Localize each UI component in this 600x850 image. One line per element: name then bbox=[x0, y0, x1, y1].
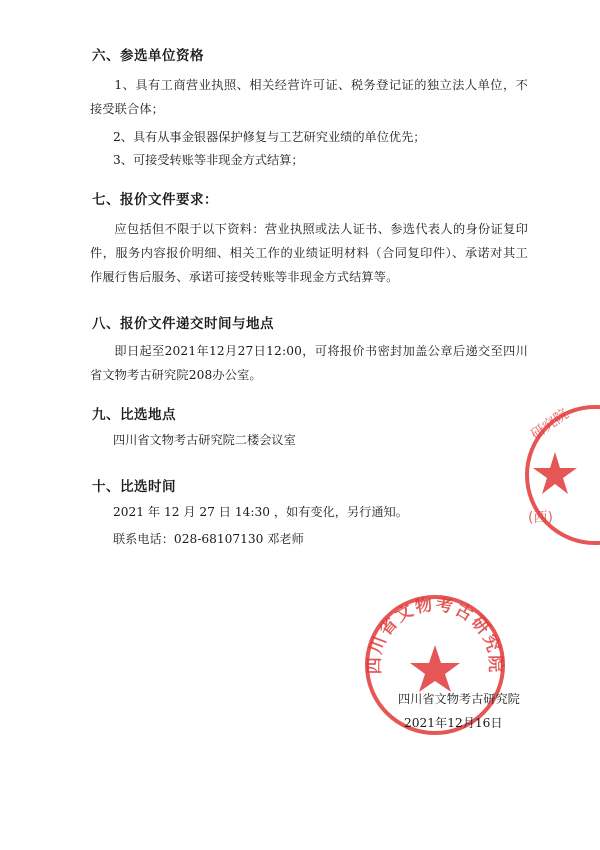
signature-date: 2021年12月16日 bbox=[404, 716, 503, 730]
partial-seal-stamp bbox=[500, 400, 600, 550]
section-8-heading: 八、报价文件递交时间与地点 bbox=[92, 316, 274, 332]
section-6-item-2: 2、具有从事金银器保护修复与工艺研究业绩的单位优先； bbox=[113, 130, 426, 144]
section-9-heading: 九、比选地点 bbox=[92, 407, 176, 423]
section-6-heading: 六、参选单位资格 bbox=[92, 48, 204, 64]
section-6-item-1: 1、具有工商营业执照、相关经营许可证、税务登记证的独立法人单位，不接受联合体； bbox=[90, 78, 528, 116]
seal-text: 四川省文物考古研究院 bbox=[364, 594, 506, 675]
section-10-contact: 联系电话：028-68107130 邓老师 bbox=[113, 532, 304, 546]
section-10-heading: 十、比选时间 bbox=[92, 479, 176, 495]
svg-text:研究院: 研究院 bbox=[528, 406, 572, 444]
section-6-item-3: 3、可接受转账等非现金方式结算； bbox=[113, 153, 304, 167]
section-7-heading: 七、报价文件要求： bbox=[92, 192, 218, 208]
section-9-text: 四川省文物考古研究院二楼会议室 bbox=[113, 433, 296, 447]
signature-org: 四川省文物考古研究院 bbox=[398, 692, 520, 706]
section-7-text: 应包括但不限于以下资料：营业执照或法人证书、参选代表人的身份证复印件，服务内容报价明细、相关工作的业绩证明材料（合同复印件）、承诺对其工作履行售后服务、承诺可接受转账等非现金方式结算等。 bbox=[90, 222, 528, 284]
section-8-text: 即日起至2021年12月27日12:00，可将报价书密封加盖公章后递交至四川省文物考古研究院208办公室。 bbox=[90, 344, 528, 382]
svg-text:(西): (西) bbox=[528, 510, 553, 526]
section-10-time: 2021 年 12 月 27 日 14:30 ，如有变化，另行通知。 bbox=[113, 505, 408, 519]
